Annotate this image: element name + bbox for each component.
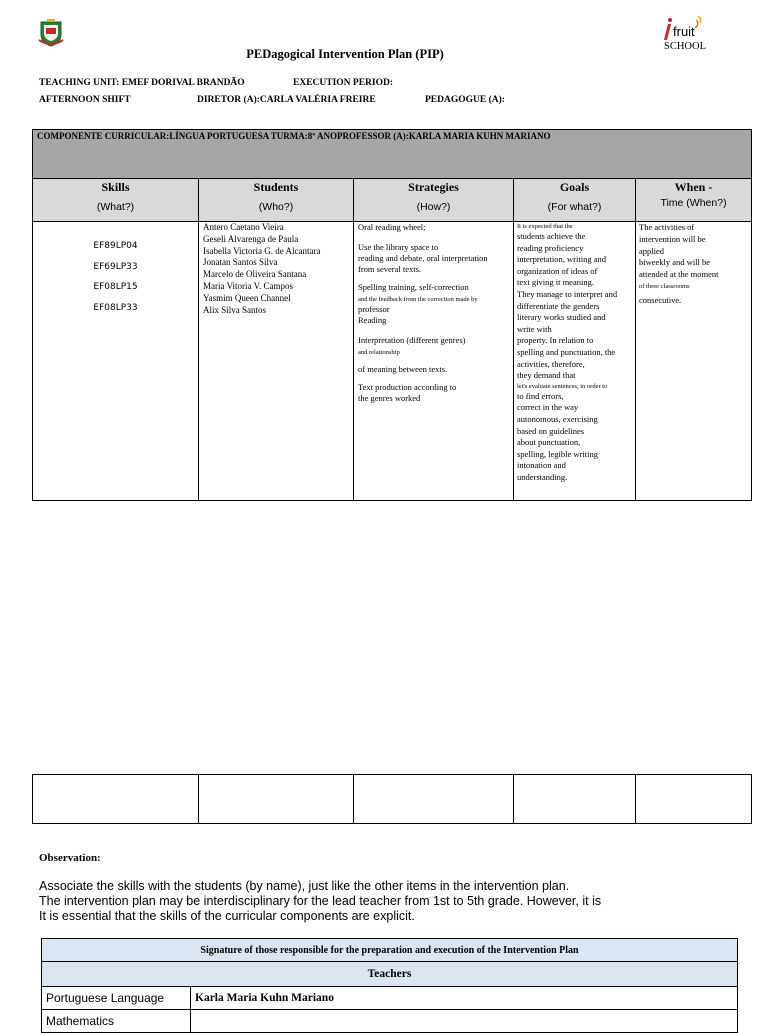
strategy-text: Oral reading wheel; — [358, 222, 426, 232]
brand-fruit: fruit — [673, 24, 695, 39]
goal-text: differentiate the genders — [517, 300, 600, 311]
teachers-heading: Teachers — [42, 962, 738, 987]
student-name: Geseli Alvarenga de Paula — [203, 233, 299, 244]
execution-period: EXECUTION PERIOD: — [293, 78, 394, 88]
teaching-unit: TEACHING UNIT: EMEF DORIVAL BRANDÃO — [39, 78, 245, 88]
header-goals: Goals (For what?) — [514, 179, 636, 222]
signature-row — [42, 987, 738, 1010]
strategy-text: Interpretation (different genres) — [358, 335, 466, 345]
brand-school: SCHOOL — [664, 41, 707, 52]
header-skills: Skills (What?) — [33, 179, 199, 222]
observation-line: It is essential that the skills of the curricular components are explicit. — [39, 909, 415, 924]
goal-text: literary works studied and — [517, 312, 606, 323]
observation-line: Associate the skills with the students (by name), just like the other items in the intervention plan. — [39, 879, 570, 893]
blank-cell[interactable] — [636, 775, 752, 824]
header-students: Students (Who?) — [199, 179, 354, 222]
goal-text: students achieve the — [517, 231, 586, 241]
student-name: Maria Vitoria V. Campos — [203, 280, 293, 291]
student-name: Yasmim Queen Channel — [203, 292, 291, 303]
signature-heading-row — [42, 939, 738, 962]
goal-text: It is expected that the — [517, 223, 573, 230]
component-row — [33, 130, 752, 179]
when-text: intervention will be — [639, 233, 706, 244]
goal-text: about punctuation, — [517, 437, 581, 448]
strategies-cell — [354, 222, 514, 501]
student-name: Marcelo de Oliveira Santana — [203, 269, 307, 280]
strategy-text: Spelling training, self-correction — [358, 282, 469, 292]
signature-heading: Signature of those responsible for the preparation and execution of the Intervention Plan — [42, 939, 738, 962]
goals-cell — [514, 222, 636, 501]
director: DIRETOR (A):CARLA VALÉRIA FREIRE — [197, 95, 376, 105]
blank-cell[interactable] — [33, 775, 199, 824]
when-text: attended at the moment — [639, 269, 719, 280]
signature-table — [41, 938, 738, 1033]
strategy-text: from several texts. — [358, 264, 422, 274]
goal-text: interpretation, writing and — [517, 254, 606, 265]
student-name: Jonatan Santos Silva — [203, 257, 278, 268]
skill-code: EF69LP33 — [93, 261, 138, 272]
strategy-text: Use the library space to — [358, 242, 439, 252]
goal-text: organization of ideas of — [517, 265, 598, 276]
skill-code: EF89LP04 — [93, 241, 138, 251]
blank-cell[interactable] — [199, 775, 354, 824]
when-text: applied — [639, 245, 665, 256]
strategy-text: reading and debate, oral interpretation — [358, 253, 488, 263]
goal-text: to find errors, — [517, 390, 564, 401]
strategy-text: the genres worked — [358, 393, 421, 403]
content-row — [33, 222, 752, 501]
goal-text: based on guidelines — [517, 425, 585, 436]
when-text: biweekly and will be — [639, 257, 711, 268]
blank-row — [33, 775, 752, 824]
student-name: Antero Caetano Vieira — [203, 222, 284, 232]
shift: AFTERNOON SHIFT — [39, 95, 131, 105]
teacher-name-cell[interactable] — [191, 1010, 738, 1033]
goal-text: intonation and — [517, 460, 566, 471]
student-name: Isabella Victoria G. de Alcantara — [203, 245, 321, 256]
skills-cell — [33, 222, 199, 501]
blank-cell[interactable] — [354, 775, 514, 824]
intervention-table — [32, 129, 752, 501]
teacher-name-cell[interactable]: Karla Maria Kuhn Mariano — [191, 987, 738, 1010]
teachers-row — [42, 962, 738, 987]
strategy-text: Reading — [358, 315, 387, 325]
header-when: When - Time (When?) — [636, 179, 752, 222]
observation-title: Observation: — [39, 852, 101, 864]
skill-code: EF08LP15 — [93, 282, 138, 292]
subject-cell: Mathematics — [42, 1010, 191, 1033]
when-text: The activities of — [639, 222, 695, 232]
students-cell — [199, 222, 354, 501]
header-row — [33, 179, 752, 222]
student-name: Alix Silva Santos — [203, 304, 267, 315]
goal-text: reading proficiency — [517, 242, 584, 253]
strategy-text: Text production according to — [358, 382, 457, 392]
goal-text: text giving it meaning. — [517, 277, 594, 288]
when-cell — [636, 222, 752, 501]
goal-text: They manage to interpret and — [517, 288, 618, 299]
goal-text: they demand that — [517, 370, 576, 381]
strategy-text: professor — [358, 304, 390, 314]
subject-cell: Portuguese Language — [42, 987, 191, 1010]
goal-text: property. In relation to — [517, 335, 594, 346]
component-cell: COMPONENTE CURRICULAR:LÍNGUA PORTUGUESA TURMA:8º ANOPROFESSOR (A):KARLA MARIA KUHN MARIANO — [33, 130, 752, 179]
page-title: PEDagogical Intervention Plan (PIP) — [246, 47, 444, 61]
goal-text: spelling and punctuation, the — [517, 346, 616, 357]
goal-text: understanding. — [517, 471, 568, 482]
signature-row — [42, 1010, 738, 1033]
observation-text — [39, 879, 739, 925]
goal-text: spelling, legible writing — [517, 448, 598, 459]
strategy-text: and the feedback from the correction made by — [358, 296, 478, 303]
pedagogue: PEDAGOGUE (A): — [425, 95, 505, 105]
strategy-text: of meaning between texts. — [358, 364, 448, 374]
goal-text: correct in the way — [517, 402, 579, 413]
blank-cell[interactable] — [514, 775, 636, 824]
school-crest-logo — [38, 18, 64, 48]
goal-text: let's evaluate sentences, in order to — [517, 382, 608, 390]
observation-line: The intervention plan may be interdisciplinary for the lead teacher from 1st to 5th grade. However, it is — [39, 894, 602, 909]
header-strategies: Strategies (How?) — [354, 179, 514, 222]
strategy-text: and relationship — [358, 349, 400, 356]
ifruit-school-logo — [662, 14, 742, 54]
blank-table — [32, 774, 752, 824]
when-text: consecutive. — [639, 294, 682, 305]
goal-text: activities, therefore, — [517, 358, 585, 369]
goal-text: write with — [517, 323, 552, 334]
when-text: of three classrooms — [639, 282, 690, 290]
skill-code: EF08LP33 — [93, 302, 138, 313]
goal-text: autonomous, exercising — [517, 413, 598, 424]
